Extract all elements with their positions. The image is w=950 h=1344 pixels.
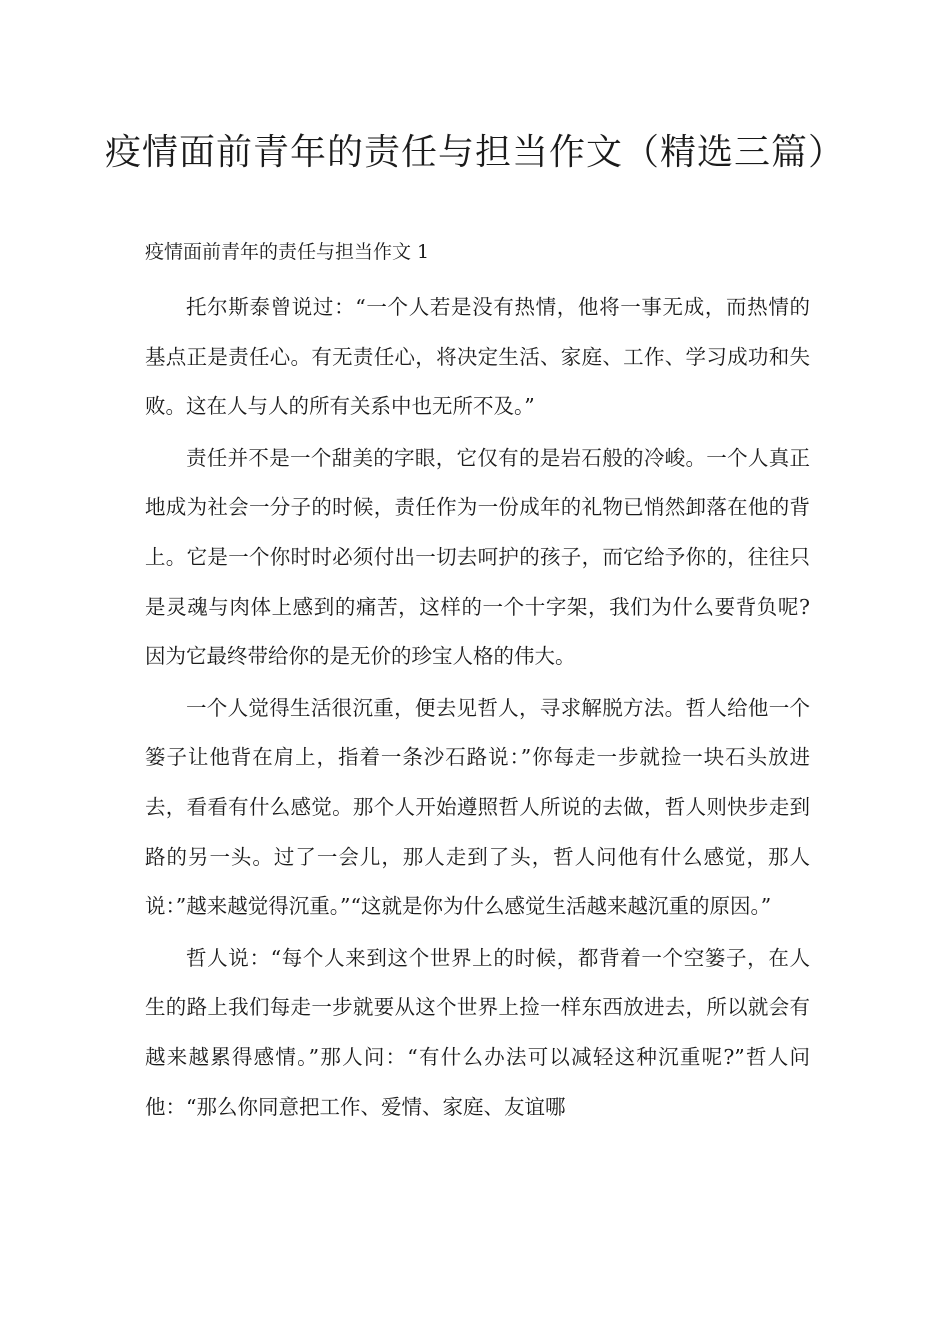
paragraph: 一个人觉得生活很沉重，便去见哲人，寻求解脱方法。哲人给他一个篓子让他背在肩上，指着一条沙石路说：”你每走一步就捡一块石头放进去，看看有什么感觉。那个人开始遵照哲人所说的去做，哲人则快步走到路的另一头。过了一会儿，那人走到了头，哲人问他有什么感觉，那人说：”越来越觉得沉重。”“这就是你为什么感觉生活越来越沉重的原因。” [145, 695, 810, 919]
paragraph: 哲人说：“每个人来到这个世界上的时候，都背着一个空篓子，在人生的路上我们每走一步就要从这个世界上捡一样东西放进去，所以就会有越来越累得感情。”那人问：“有什么办法可以减轻这种沉重呢?”哲人问他：“那么你同意把工作、爱情、家庭、友谊哪 [145, 945, 810, 1119]
paragraph: 责任并不是一个甜美的字眼，它仅有的是岩石般的冷峻。一个人真正地成为社会一分子的时候，责任作为一份成年的礼物已悄然卸落在他的背上。它是一个你时时必须付出一切去呵护的孩子，而它给予你的，往往只是灵魂与肉体上感到的痛苦，这样的一个十字架，我们为什么要背负呢?因为它最终带给你的是无价的珍宝人格的伟大。 [145, 445, 810, 669]
document-title: 疫情面前青年的责任与担当作文（精选三篇） [104, 132, 845, 173]
paragraph: 托尔斯泰曾说过：“一个人若是没有热情，他将一事无成，而热情的基点正是责任心。有无责任心，将决定生活、家庭、工作、学习成功和失败。这在人与人的所有关系中也无所不及。” [145, 295, 810, 419]
document-body [145, 283, 810, 1134]
section-heading: 疫情面前青年的责任与担当作文 1 [145, 241, 430, 263]
